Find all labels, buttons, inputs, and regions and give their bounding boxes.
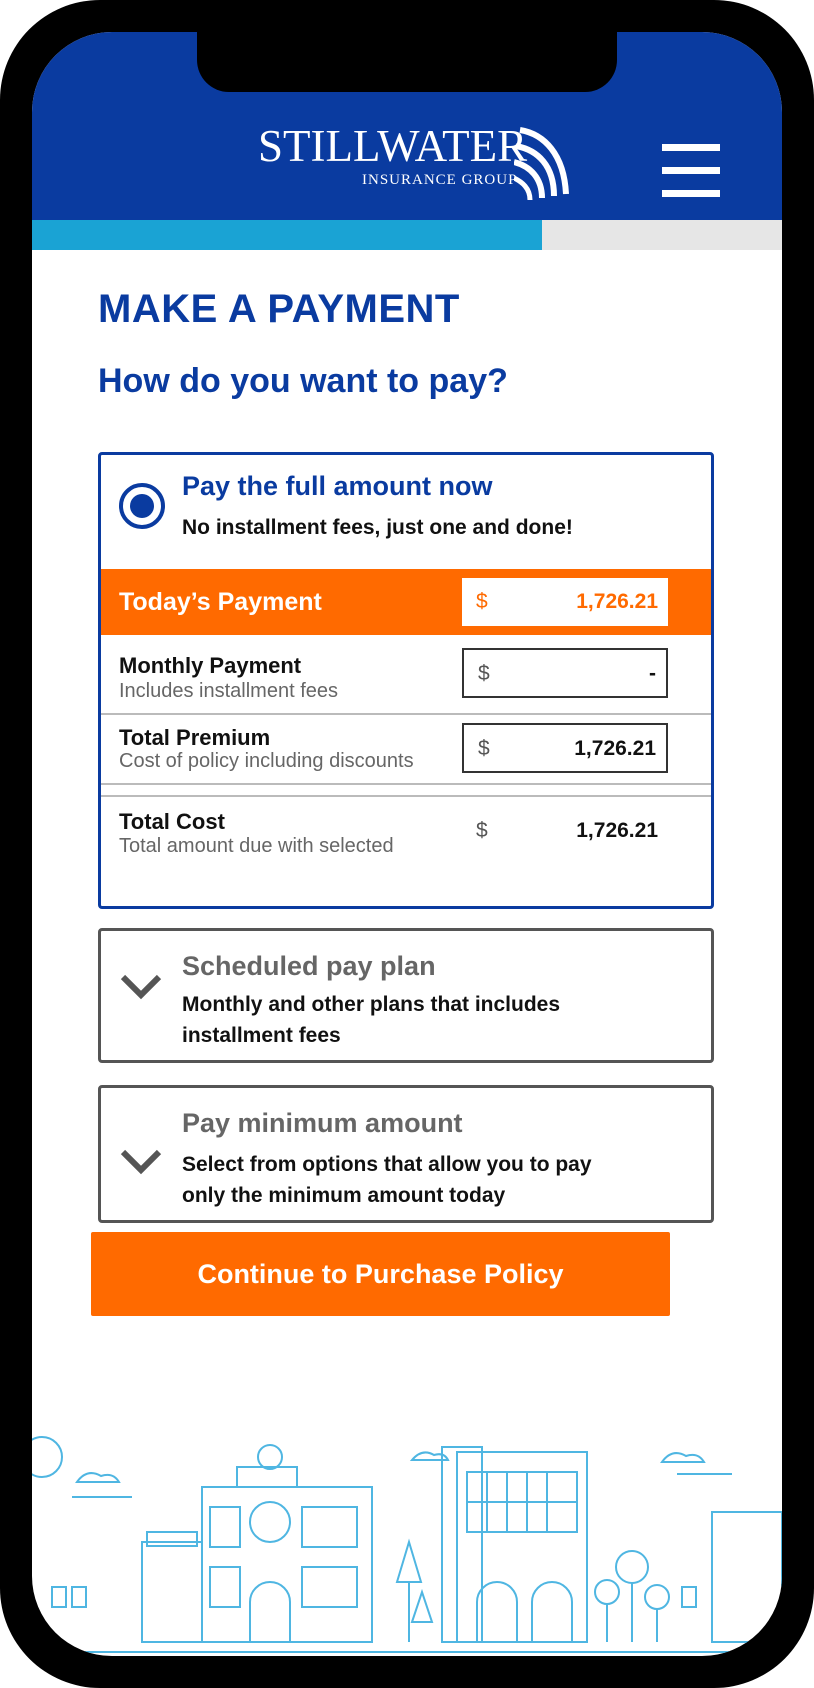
hamburger-menu-icon[interactable] — [662, 144, 720, 198]
pay-minimum-option[interactable] — [98, 1085, 714, 1223]
total-cost-row — [101, 797, 711, 877]
todays-payment-label: Today’s Payment — [119, 588, 322, 616]
progress-bar — [32, 220, 782, 250]
scheduled-pay-plan-title: Scheduled pay plan — [182, 951, 436, 981]
monthly-payment-amount — [462, 648, 668, 698]
currency-symbol: $ — [476, 819, 488, 842]
brand-logo[interactable] — [258, 121, 588, 210]
scheduled-pay-plan-desc-line1: Monthly and other plans that includes — [182, 993, 561, 1016]
pay-full-desc: No installment fees, just one and done! — [182, 516, 573, 539]
radio-selected-dot — [130, 494, 154, 518]
monthly-payment-sub: Includes installment fees — [119, 680, 339, 702]
total-cost-sub: Total amount due with selected — [119, 835, 394, 857]
total-cost-amount — [462, 807, 668, 857]
page-subtitle: How do you want to pay? — [98, 362, 508, 400]
monthly-payment-value: - — [649, 662, 656, 685]
currency-symbol: $ — [478, 662, 490, 685]
total-premium-value: 1,726.21 — [574, 737, 656, 760]
currency-symbol: $ — [478, 737, 490, 760]
pay-minimum-title: Pay minimum amount — [182, 1108, 463, 1138]
pay-full-option[interactable] — [98, 452, 714, 909]
scheduled-pay-plan-option[interactable] — [98, 928, 714, 1063]
page-title: MAKE A PAYMENT — [98, 287, 460, 331]
city-illustration — [32, 1382, 782, 1656]
brand-name: STILLWATER — [258, 121, 528, 171]
total-premium-label: Total Premium — [119, 725, 271, 750]
currency-symbol: $ — [476, 590, 488, 613]
total-cost-value: 1,726.21 — [576, 819, 658, 842]
monthly-payment-label: Monthly Payment — [119, 653, 302, 678]
total-premium-amount — [462, 723, 668, 773]
continue-purchase-button[interactable]: Continue to Purchase Policy — [91, 1232, 670, 1316]
monthly-payment-row — [101, 635, 711, 713]
total-premium-row — [101, 715, 711, 783]
pay-full-radio[interactable] — [119, 483, 165, 529]
pay-minimum-desc-line2: only the minimum amount today — [182, 1184, 506, 1207]
todays-payment-row — [101, 569, 711, 635]
total-cost-label: Total Cost — [119, 809, 225, 834]
pay-minimum-desc-line1: Select from options that allow you to pay — [182, 1153, 592, 1176]
todays-payment-amount — [462, 578, 668, 626]
row-divider — [101, 783, 711, 785]
todays-payment-value: 1,726.21 — [576, 590, 658, 613]
pay-full-title: Pay the full amount now — [182, 471, 493, 501]
scheduled-pay-plan-desc-line2: installment fees — [182, 1024, 341, 1047]
app-screen — [32, 32, 782, 1656]
total-premium-sub: Cost of policy including discounts — [119, 750, 414, 772]
phone-notch — [197, 32, 617, 92]
brand-wave-icon — [514, 124, 574, 202]
chevron-down-icon[interactable] — [119, 1146, 163, 1176]
chevron-down-icon[interactable] — [119, 971, 163, 1001]
brand-subname: INSURANCE GROUP — [362, 172, 518, 188]
progress-fill — [32, 220, 542, 250]
